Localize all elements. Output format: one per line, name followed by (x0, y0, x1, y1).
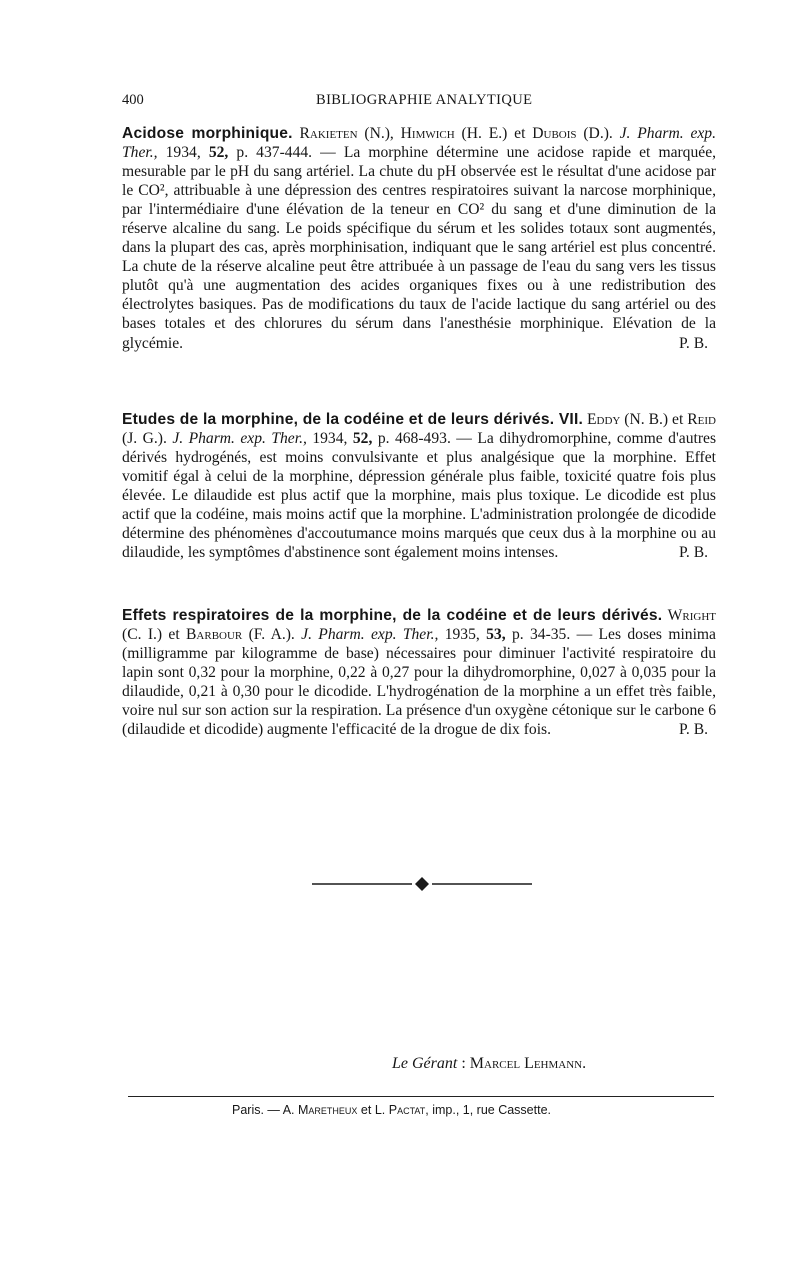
bibliography-entry (122, 124, 716, 353)
imprint-city: Paris. — A. (232, 1103, 295, 1117)
journal-volume: 52, (352, 430, 373, 448)
printer-imprint (232, 1103, 551, 1117)
entry-signature: P. B. (678, 544, 708, 562)
journal-name: J. Pharm. exp. Ther., (122, 125, 716, 162)
entry-signature: P. B. (678, 334, 708, 352)
author-name: Reid (687, 411, 716, 428)
entry-signature: P. B. (678, 721, 708, 739)
author-name: Rakieten (299, 125, 358, 142)
journal-pages: p. 468-493. (377, 430, 451, 448)
journal-year: 1934, (312, 430, 348, 448)
imprint-address: imp., 1, rue Cassette. (432, 1103, 552, 1117)
imprint-printer-name: Pactat, (388, 1103, 429, 1117)
gerant-name: Marcel Lehmann. (469, 1055, 587, 1072)
author-name: Wright (667, 607, 716, 624)
journal-name: J. Pharm. exp. Ther., (301, 626, 439, 644)
entry-title: Etudes de la morphine, de la codéine et de leurs dérivés. VII. (122, 411, 584, 428)
page-number: 400 (122, 92, 144, 108)
section-end-ornament (312, 875, 532, 893)
author-initials: (J. G.). (122, 430, 167, 448)
entry-abstract: — La morphine détermine une acidose rapide et marquée, mesurable par le pH du sang artériel. La chute du pH observée est le résultat d'une acidose par le CO², attribuable à une dépression des centres respiratoires suivant la narcose morphinique, par l'intermédiaire d'une élévation de la teneur en CO² du sang et d'une diminution de la réserve alcaline du sang. Le poids spécifique du sérum et les solides totaux sont augmentés, dans la plupart des cas, après morphinisation, indiquant que le sang artériel est plus concentré. La chute de la réserve alcaline peut être attribuée à un passage de l'eau du sang vers les tissus plutôt qu'à une augmentation des acides organiques fixes ou à une redistribution des électrolytes basiques. Pas de modifications du taux de l'acide lactique du sang artériel ou des bases totales et des chlorures du sérum dans l'anesthésie morphinique. Elévation de la glycémie. (122, 144, 717, 352)
author-name: Himwich (400, 125, 455, 142)
author-initials: (F. A.). (248, 626, 295, 644)
journal-pages: p. 34-35. (511, 626, 571, 644)
entry-title: Acidose morphinique. (122, 125, 293, 142)
imprint-printer-name: Maretheux (298, 1103, 358, 1117)
journal-volume: 53, (486, 626, 506, 644)
author-initials: (N. B.) et (624, 411, 684, 428)
journal-year: 1934, (165, 144, 201, 162)
entry-title: Effets respiratoires de la morphine, de la codéine et de leurs dérivés. (122, 607, 663, 624)
entry-abstract: — Les doses minima (milligramme par kilogramme de base) nécessaires pour diminuer l'activité respiratoire du lapin sont 0,32 pour la morphine, 0,22 à 0,27 pour la dihydromorphine, 0,027 à 0,035 pour la dilaudide, 0,21 à 0,30 pour le dicodide. L'hydrogénation de la morphine a un effet très faible, voire nul sur son action sur la respiration. La présence d'un oxygène cétonique sur le carbone 6 (dilaudide et dicodide) augmente l'efficacité de la drogue de dix fois. (122, 626, 716, 739)
author-name: Eddy (586, 411, 621, 428)
gerant-line (392, 1055, 586, 1073)
gerant-separator: : (461, 1055, 466, 1072)
diamond-icon (415, 877, 429, 891)
journal-volume: 52, (208, 144, 229, 162)
author-initials: (H. E.) et (461, 125, 526, 142)
entry-abstract: — La dihydromorphine, comme d'autres dérivés hydrogénés, est moins convulsivante et plus analgésique que la morphine. Effet vomitif égal à celui de la morphine, dépression générale plus faible, toxicité quatre fois plus élevée. Le dilaudide est plus actif que la morphine, mais plus toxique. Le dicodide est plus actif que la codéine, mais moins actif que la morphine. L'administration prolongée de dicodide détermine des phénomènes d'accoutumance moins marqués que ceux dus à la morphine ou au dilaudide, les symptômes d'abstinence sont également moins intenses. (122, 430, 717, 562)
gerant-label: Le Gérant (392, 1055, 458, 1072)
running-head: BIBLIOGRAPHIE ANALYTIQUE (316, 92, 533, 108)
journal-name: J. Pharm. exp. Ther., (172, 430, 307, 448)
imprint-conjunction: et L. (360, 1103, 386, 1117)
author-initials: (D.). (583, 125, 613, 142)
author-initials: (N.), (364, 125, 394, 142)
journal-year: 1935, (444, 626, 480, 644)
bibliography-entry (122, 606, 716, 739)
author-name: Barbour (186, 626, 243, 644)
journal-pages: p. 437-444. (236, 144, 313, 162)
author-name: Dubois (532, 125, 577, 142)
footer-rule (128, 1096, 714, 1097)
bibliography-entry (122, 410, 716, 562)
author-initials: (C. I.) et (122, 626, 180, 644)
